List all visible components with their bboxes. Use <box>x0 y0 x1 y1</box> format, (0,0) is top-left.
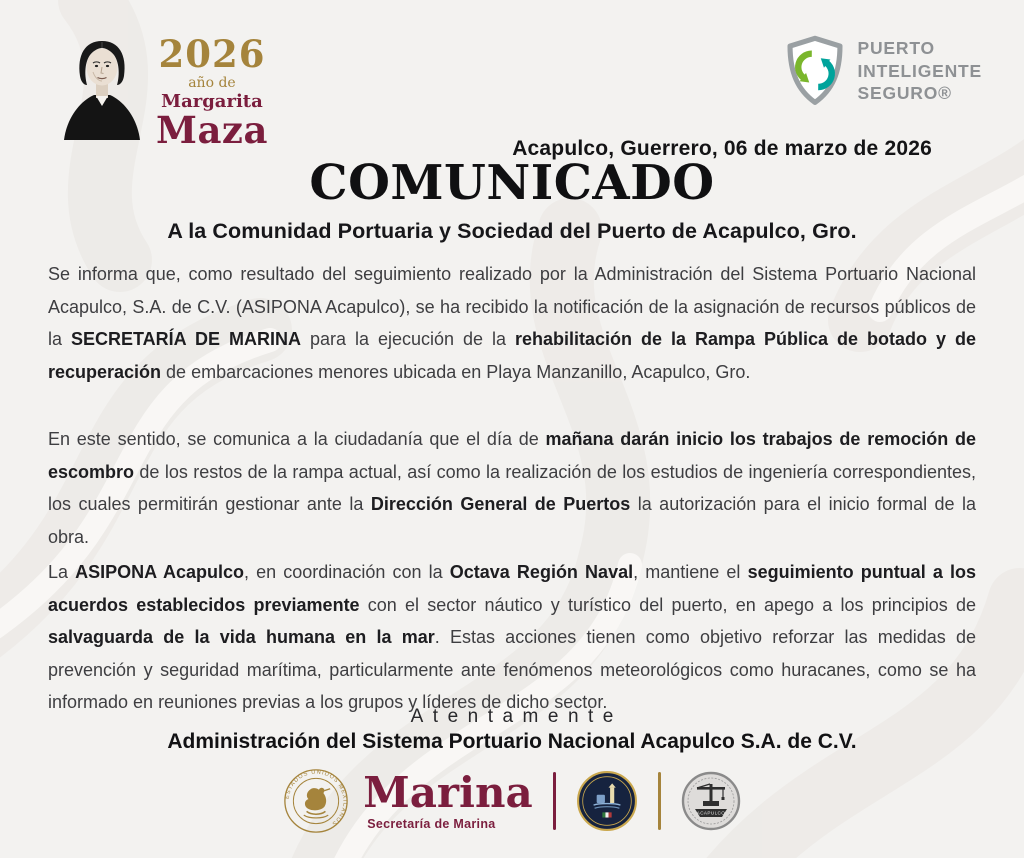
body-paragraph-2: En este sentido, se comunica a la ciudadanía que el día de mañana darán inicio los trabajos de remoción de escombro de los restos de la rampa actual, así como la realización de los estudios de ingeniería correspondientes, los cuales permitirán gestionar ante la Dirección General de Puertos la autorización para el inicio formal de la obra. <box>48 429 977 547</box>
page-title: COMUNICADO <box>309 155 715 211</box>
margarita-portrait <box>52 26 152 140</box>
pis-shield-icon <box>783 34 847 108</box>
maza-name-maza: Maza <box>156 108 268 152</box>
maza-name-margarita: Margarita <box>161 91 263 112</box>
marina-wordmark: Marina <box>363 767 533 817</box>
signature-line: Administración del Sistema Portuario Nacional Acapulco S.A. de C.V. <box>167 730 857 753</box>
eagle-seal-text: ESTADOS UNIDOS MEXICANOS <box>284 769 348 827</box>
maza-line-ano-de: año de <box>188 75 236 91</box>
puerto-inteligente-seguro-badge <box>783 34 983 108</box>
mexico-eagle-seal-icon <box>283 768 349 834</box>
footer-divider-2 <box>658 772 661 830</box>
pis-badge-line1: PUERTO <box>857 38 935 59</box>
pis-badge-line3: SEGURO® <box>857 83 952 104</box>
closing-line: Atentamente <box>410 706 623 727</box>
acapulco-seal-label: ACAPULCO <box>696 810 726 816</box>
footer-divider-1 <box>553 772 556 830</box>
body-paragraph-1: Se informa que, como resultado del seguimiento realizado por la Administración del Sistema Portuario Nacional Acapulco, S.A. de C.V. (ASIPONA Acapulco), se ha recibido la notificación de la asignación de recursos públicos de la SECRETARÍA DE MARINA para la ejecución de la rehabilitación de la Rampa Pública de botado y de recuperación de embarcaciones menores ubicada en Playa Manzanillo, Acapulco, Gro. <box>48 264 976 382</box>
maza-emblem <box>52 26 268 152</box>
marina-sublabel: Secretaría de Marina <box>367 816 496 831</box>
footer-logos <box>0 768 1024 834</box>
pis-badge-line2: INTELIGENTE <box>857 60 982 81</box>
marina-logo <box>363 767 533 831</box>
date-line: Acapulco, Guerrero, 06 de marzo de 2026 <box>512 137 932 160</box>
body-paragraph-3: La ASIPONA Acapulco, en coordinación con la Octava Región Naval, mantiene el seguimiento puntual a los acuerdos establecidos previamente con el sector náutico y turístico del puerto, en apego a los principios de salvaguarda de la vida humana en la mar. Estas acciones tienen como objetivo reforzar las medidas de prevención y seguridad marítima, particularmente ante fenómenos meteorológicos como huracanes, como se ha informado en reuniones previas a los grupos y líderes de dicho sector. <box>48 562 976 712</box>
maza-year: 2026 <box>158 32 266 76</box>
acapulco-port-seal-icon <box>681 771 741 831</box>
navy-port-seal-icon <box>576 770 638 832</box>
page-subtitle: A la Comunidad Portuaria y Sociedad del Puerto de Acapulco, Gro. <box>167 219 857 243</box>
